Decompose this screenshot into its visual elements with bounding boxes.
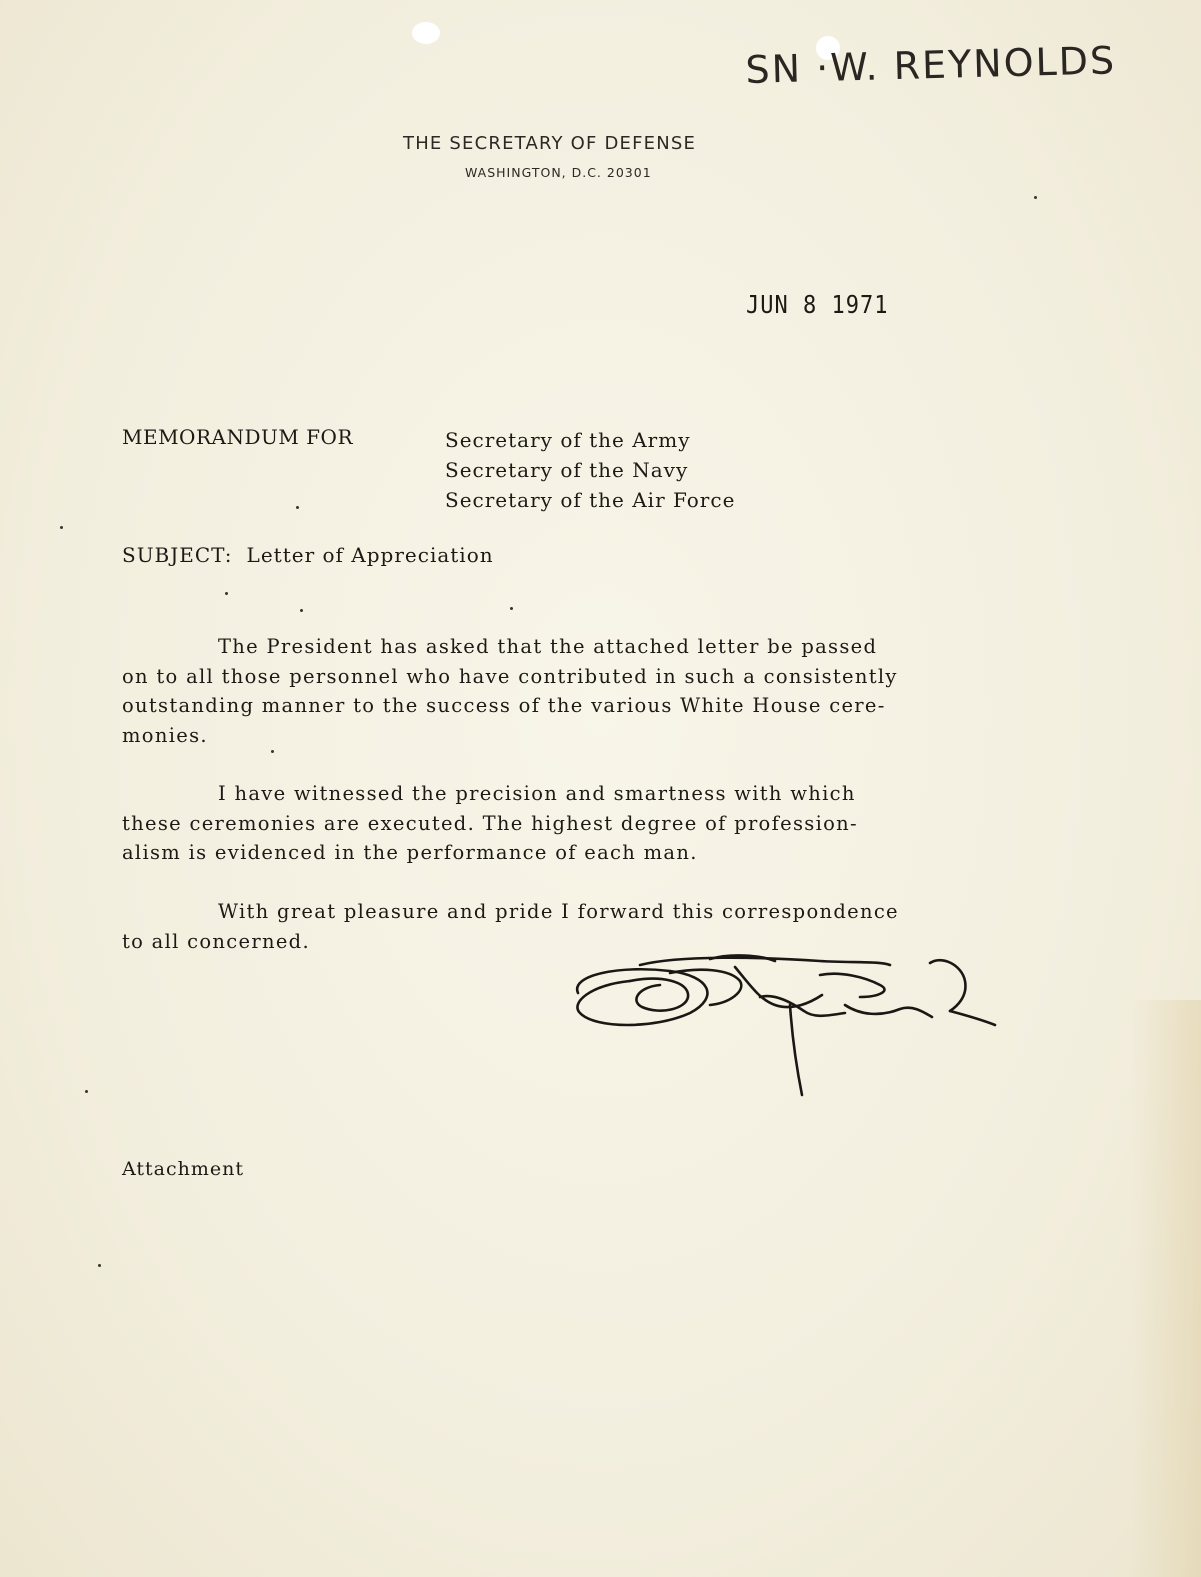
paragraph-line: The President has asked that the attached letter be passed <box>218 635 878 658</box>
recipient-list <box>445 425 735 515</box>
paper-speck <box>225 592 228 595</box>
letterhead-title: THE SECRETARY OF DEFENSE <box>403 133 697 154</box>
attachment-label: Attachment <box>122 1158 244 1180</box>
recipient-navy: Secretary of the Navy <box>445 458 689 482</box>
paper-speck <box>296 506 299 509</box>
body-paragraph-2 <box>122 779 1012 868</box>
punch-hole <box>412 22 440 44</box>
subject-label: SUBJECT: <box>122 543 233 567</box>
letterhead-address: WASHINGTON, D.C. 20301 <box>465 165 652 180</box>
paragraph-line: With great pleasure and pride I forward this correspondence <box>218 900 899 923</box>
paragraph-line: alism is evidenced in the performance of each man. <box>122 841 698 864</box>
paper-speck <box>98 1264 101 1267</box>
paper-speck <box>60 526 63 529</box>
paragraph-line: monies. <box>122 723 208 747</box>
handwritten-note: SN ·W. REYNOLDS <box>745 38 1117 92</box>
date-stamp: JUN 8 1971 <box>746 291 889 320</box>
signature <box>560 945 1010 1110</box>
paper-speck <box>510 607 513 610</box>
paragraph-line: to all concerned. <box>122 929 310 953</box>
paper-speck <box>1034 196 1037 199</box>
paragraph-line: outstanding manner to the success of the various White House cere- <box>122 694 886 717</box>
memorandum-label: MEMORANDUM FOR <box>122 425 354 449</box>
paper-stain <box>1131 1000 1201 1577</box>
paper-speck <box>300 609 303 612</box>
subject-line <box>122 543 508 567</box>
subject-text: Letter of Appreciation <box>246 543 494 567</box>
paragraph-line: on to all those personnel who have contributed in such a consistently <box>122 664 898 688</box>
recipient-air-force: Secretary of the Air Force <box>445 488 736 512</box>
recipient-army: Secretary of the Army <box>445 428 691 452</box>
paragraph-line: these ceremonies are executed. The highest degree of profession- <box>122 811 858 835</box>
paper-speck <box>85 1090 88 1093</box>
paper-speck <box>271 750 274 753</box>
paragraph-line: I have witnessed the precision and smartness with which <box>218 782 856 805</box>
body-paragraph-1 <box>122 632 1012 750</box>
